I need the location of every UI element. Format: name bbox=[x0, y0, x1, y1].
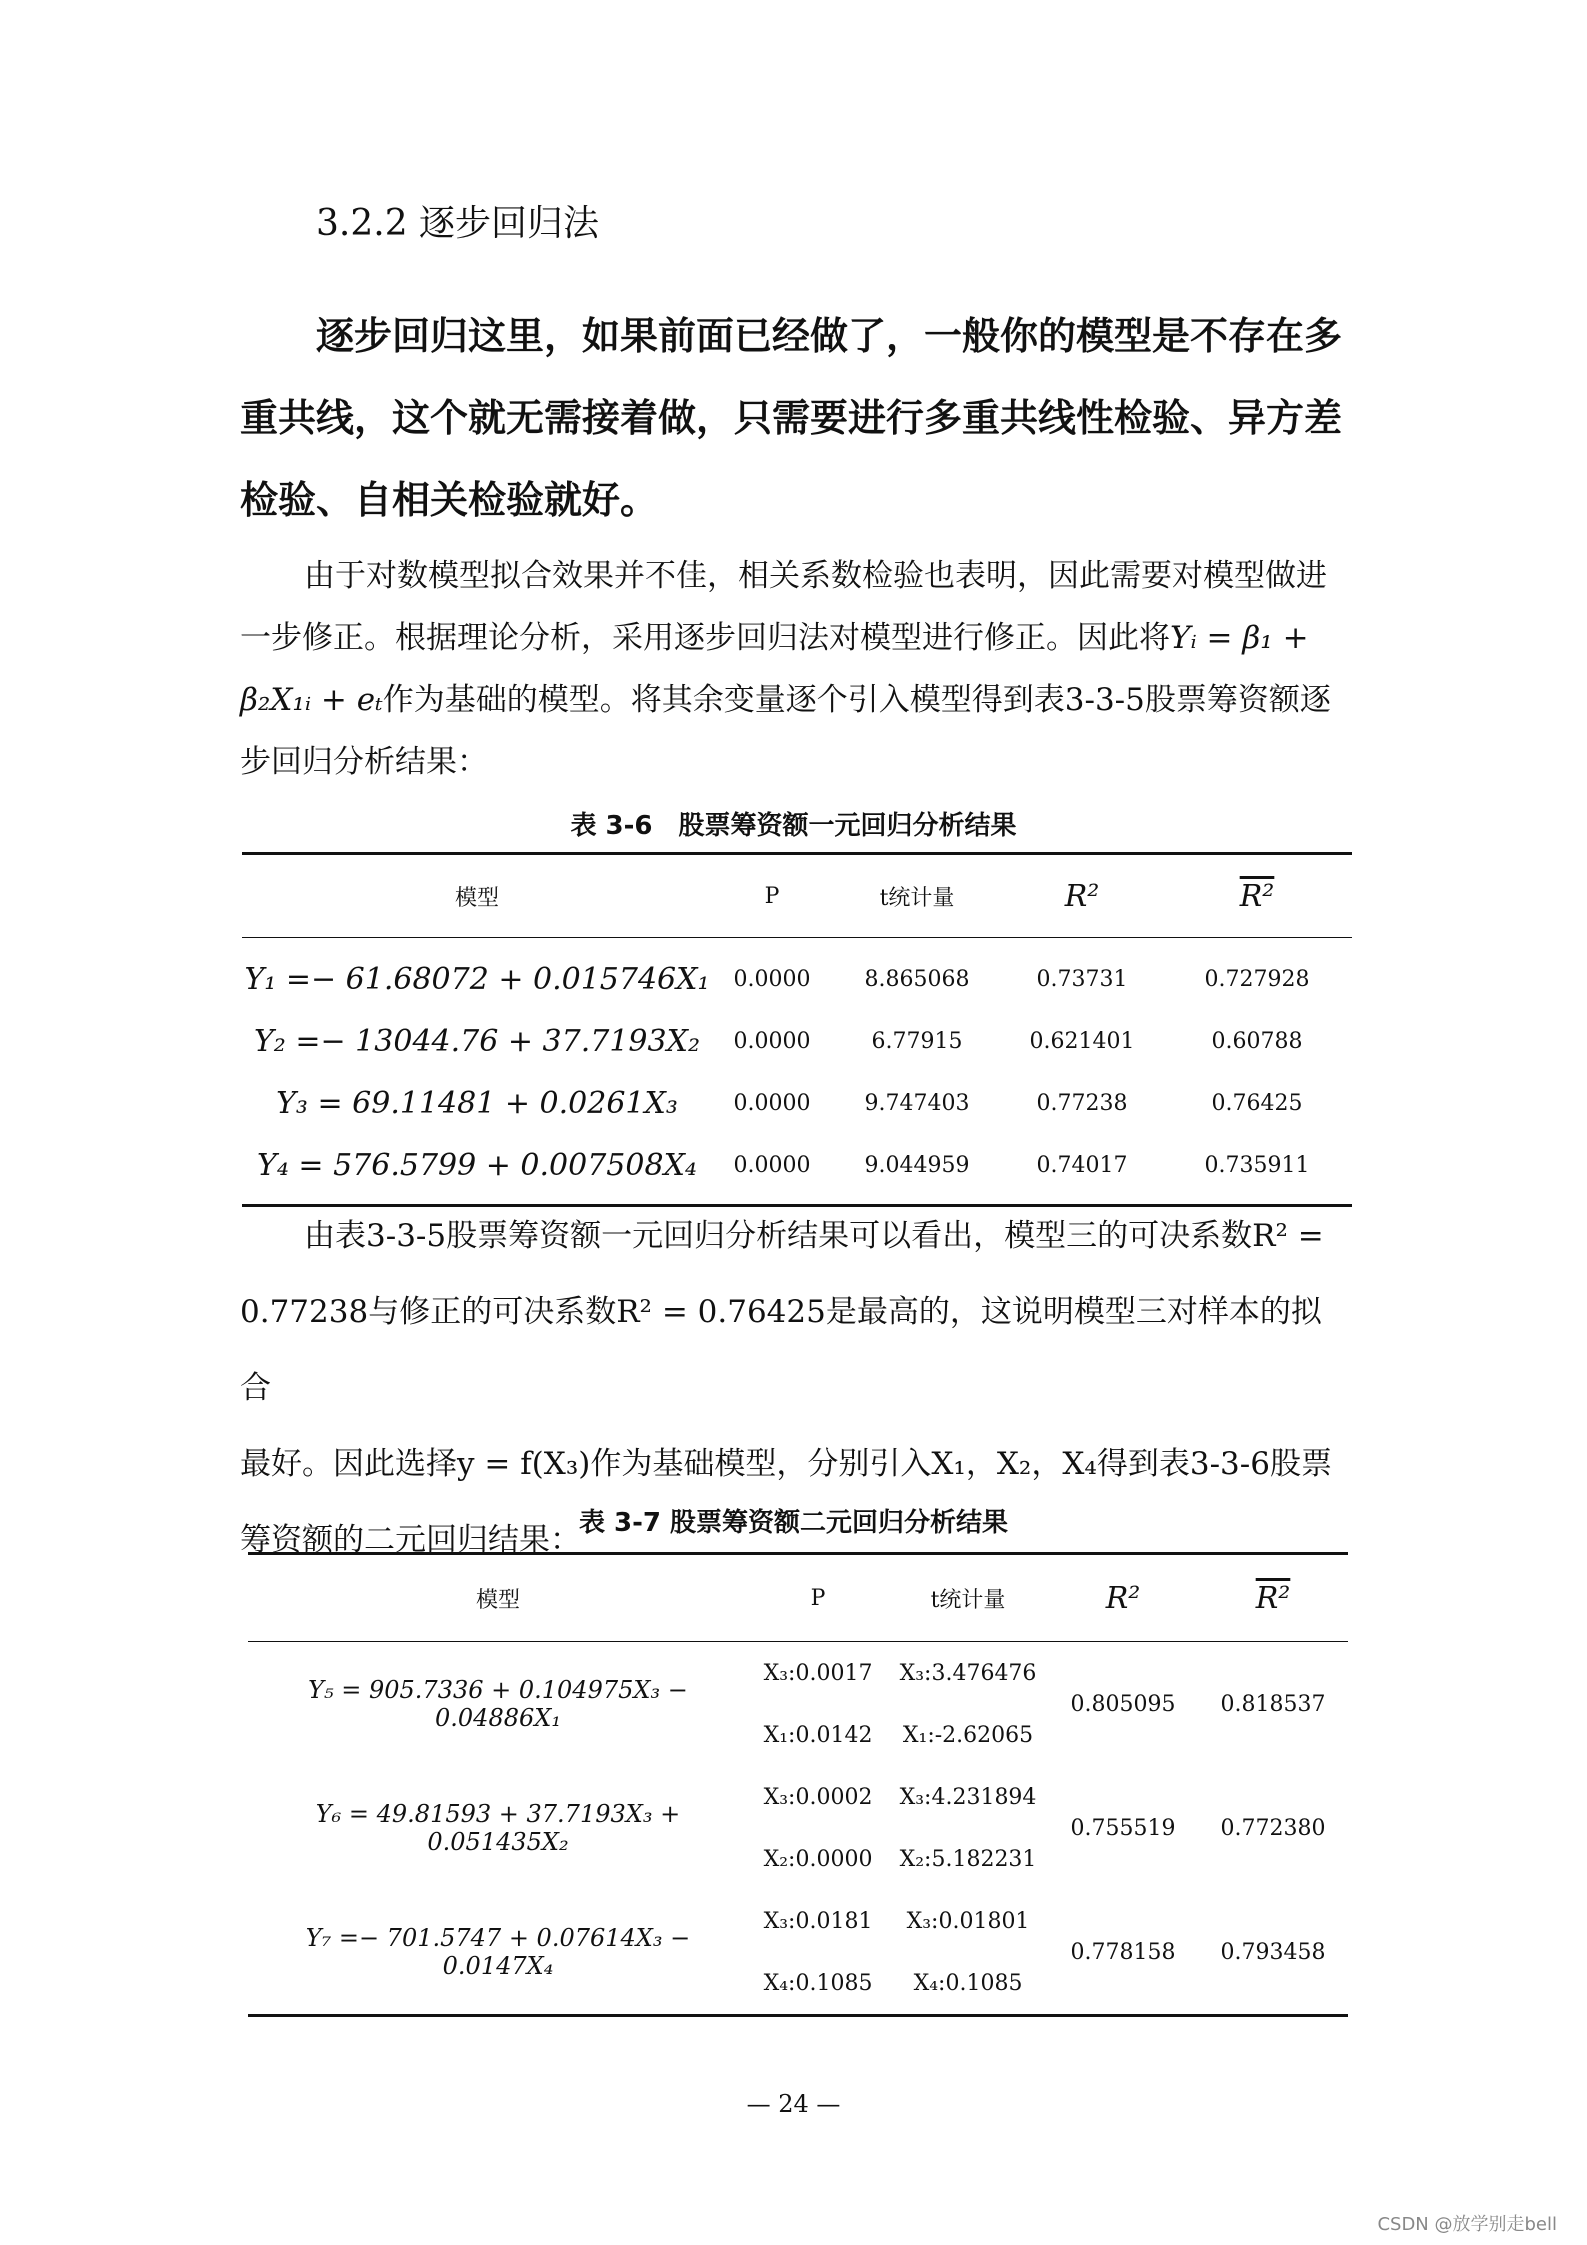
t2-t: X₄:0.1085 bbox=[888, 1952, 1048, 2016]
t1-header-t: t统计量 bbox=[832, 854, 1002, 938]
table-row bbox=[248, 1642, 1348, 1705]
t1-model: Y₄ = 576.5799 + 0.007508X₄ bbox=[242, 1134, 712, 1206]
t1-t: 8.865068 bbox=[864, 966, 970, 992]
t2-p: X₃:0.0017 bbox=[763, 1660, 873, 1686]
t1-header-adj-r2: R² bbox=[1162, 854, 1352, 938]
table-row bbox=[248, 1766, 1348, 1828]
t2-p: X₂:0.0000 bbox=[763, 1846, 873, 1872]
paragraph-2-line-1: 由表3-3-5股票筹资额一元回归分析结果可以看出，模型三的可决系数R² = bbox=[304, 1218, 1324, 1254]
t1-r2: 0.77238 bbox=[1036, 1090, 1128, 1116]
t2-r2: 0.755519 bbox=[1070, 1815, 1176, 1841]
t1-p: 0.0000 bbox=[733, 1028, 811, 1054]
paragraph-2-line-4: 筹资额的二元回归结果： bbox=[240, 1522, 581, 1558]
t2-header-model: 模型 bbox=[248, 1554, 748, 1642]
table-row bbox=[242, 1072, 1352, 1134]
t2-t: X₃:0.01801 bbox=[906, 1908, 1030, 1934]
watermark: CSDN @放学别走bell bbox=[1377, 2214, 1557, 2235]
base-model-formula: Yᵢ = β₁ + β₂X₁ᵢ + eₜ bbox=[240, 620, 1309, 718]
t2-adj-r2: 0.772380 bbox=[1220, 1815, 1326, 1841]
t2-header-t: t统计量 bbox=[888, 1554, 1048, 1642]
t1-r2: 0.74017 bbox=[1002, 1134, 1162, 1206]
t2-t: X₁:-2.62065 bbox=[902, 1722, 1034, 1748]
paragraph-2-line-3: 最好。因此选择y = f(X₃)作为基础模型，分别引入X₁，X₂，X₄得到表3-3-6股票 bbox=[240, 1446, 1332, 1482]
table-row bbox=[242, 1134, 1352, 1206]
table-row bbox=[248, 1890, 1348, 1952]
t1-adj-r2: 0.735911 bbox=[1162, 1134, 1352, 1206]
t1-t: 9.747403 bbox=[864, 1090, 970, 1116]
t2-r2: 0.778158 bbox=[1048, 1890, 1198, 2016]
t2-header-r2: R² bbox=[1048, 1554, 1198, 1642]
t2-adj-r2: 0.793458 bbox=[1198, 1890, 1348, 2016]
table-1 bbox=[242, 852, 1352, 1207]
bold-note-paragraph: 逐步回归这里，如果前面已经做了，一般你的模型是不存在多重共线，这个就无需接着做，只需要进行多重共线性检验、异方差检验、自相关检验就好。 bbox=[240, 313, 1343, 522]
t1-p: 0.0000 bbox=[712, 1134, 832, 1206]
table-1-caption: 表 3-6 股票筹资额一元回归分析结果 bbox=[570, 811, 1017, 841]
t1-model: Y₂ =− 13044.76 + 37.7193X₂ bbox=[254, 1023, 700, 1059]
paragraph-1-text-a: 由于对数模型拟合效果并不佳，相关系数检验也表明，因此需要对模型做进一步修正。根据理论分析，采用逐步回归法对模型进行修正。因此将 bbox=[240, 558, 1327, 656]
t2-t: X₃:3.476476 bbox=[899, 1660, 1037, 1686]
t1-header-r2: R² bbox=[1002, 854, 1162, 938]
t1-r2: 0.73731 bbox=[1036, 966, 1128, 992]
t1-t: 6.77915 bbox=[871, 1028, 963, 1054]
t2-model: Y₆ = 49.81593 + 37.7193X₃ + 0.051435X₂ bbox=[315, 1800, 681, 1856]
t1-header-p: P bbox=[712, 854, 832, 938]
t1-adj-r2: 0.727928 bbox=[1204, 966, 1310, 992]
t2-p: X₃:0.0181 bbox=[763, 1908, 873, 1934]
t1-model: Y₃ = 69.11481 + 0.0261X₃ bbox=[276, 1085, 678, 1121]
t2-p: X₁:0.0142 bbox=[763, 1722, 873, 1748]
table-row bbox=[242, 938, 1352, 1011]
t2-r2: 0.805095 bbox=[1070, 1691, 1176, 1717]
t2-t: X₂:5.182231 bbox=[899, 1846, 1037, 1872]
section-heading: 3.2.2 逐步回归法 bbox=[316, 203, 600, 244]
t2-p: X₄:0.1085 bbox=[748, 1952, 888, 2016]
t2-model: Y₅ = 905.7336 + 0.104975X₃ − 0.04886X₁ bbox=[308, 1676, 688, 1732]
table-2-caption: 表 3-7 股票筹资额二元回归分析结果 bbox=[578, 1508, 1009, 1538]
page-number: — 24 — bbox=[746, 2090, 841, 2118]
t1-p: 0.0000 bbox=[733, 966, 811, 992]
t1-header-model: 模型 bbox=[242, 854, 712, 938]
t1-r2: 0.621401 bbox=[1029, 1028, 1135, 1054]
t1-model: Y₁ =− 61.68072 + 0.015746X₁ bbox=[244, 961, 710, 997]
paragraph-2-line-2: 0.77238与修正的可决系数R² = 0.76425是最高的，这说明模型三对样本的拟合 bbox=[240, 1294, 1322, 1406]
table-2 bbox=[248, 1552, 1348, 2017]
t2-p: X₃:0.0002 bbox=[763, 1784, 873, 1810]
t1-adj-r2: 0.60788 bbox=[1211, 1028, 1303, 1054]
t2-header-p: P bbox=[748, 1554, 888, 1642]
t2-t: X₃:4.231894 bbox=[899, 1784, 1037, 1810]
t1-adj-r2: 0.76425 bbox=[1211, 1090, 1303, 1116]
t2-header-adj-r2: R² bbox=[1198, 1554, 1348, 1642]
paragraph-1-text-b: 作为基础的模型。将其余变量逐个引入模型得到表3-3-5股票筹资额逐步回归分析结果： bbox=[240, 682, 1331, 780]
t2-adj-r2: 0.818537 bbox=[1220, 1691, 1326, 1717]
t1-t: 9.044959 bbox=[832, 1134, 1002, 1206]
t2-model: Y₇ =− 701.5747 + 0.07614X₃ − 0.0147X₄ bbox=[248, 1890, 748, 2016]
table-row bbox=[242, 1010, 1352, 1072]
t1-p: 0.0000 bbox=[733, 1090, 811, 1116]
paragraph-1 bbox=[240, 545, 1350, 793]
